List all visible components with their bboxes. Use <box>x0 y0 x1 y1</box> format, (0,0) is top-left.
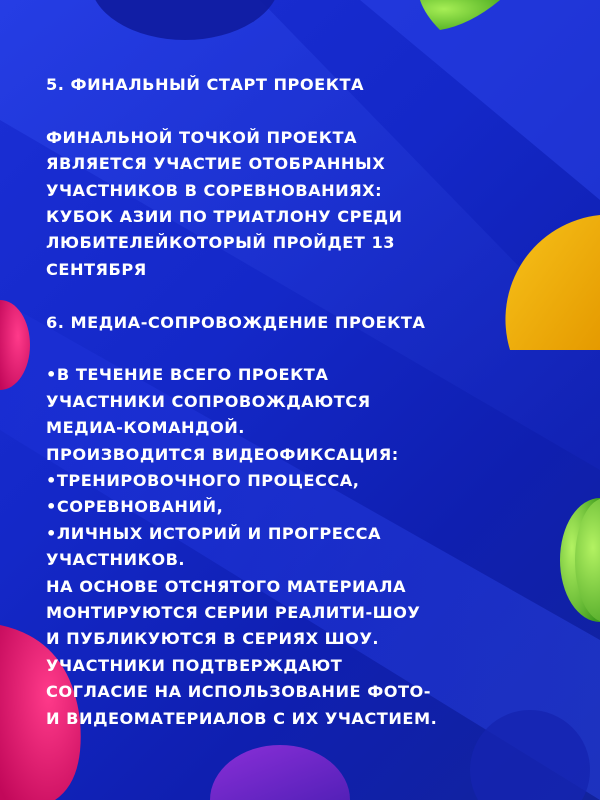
bg-purple-bottom <box>210 745 350 800</box>
section-6-body: •В ТЕЧЕНИЕ ВСЕГО ПРОЕКТА УЧАСТНИКИ СОПРОВОЖДАЮТСЯ МЕДИА-КОМАНДОЙ. ПРОИЗВОДИТСЯ ВИДЕОФИКСАЦИЯ: •ТРЕНИРОВОЧНОГО ПРОЦЕССА, •СОРЕВНОВАНИЙ, •ЛИЧНЫХ ИСТОРИЙ И ПРОГРЕССА УЧАСТНИКОВ. НА ОСНОВЕ ОТСНЯТОГО МАТЕРИАЛА МОНТИРУЮТСЯ СЕРИИ РЕАЛИТИ-ШОУ И ПУБЛИКУЮТСЯ В СЕРИЯХ ШОУ. УЧАСТНИКИ ПОДТВЕРЖДАЮТ СОГЛАСИЕ НА ИСПОЛЬЗОВАНИЕ ФОТО- И ВИДЕОМАТЕРИАЛОВ С ИХ УЧАСТИЕМ. <box>46 365 438 728</box>
section-5-body: ФИНАЛЬНОЙ ТОЧКОЙ ПРОЕКТА ЯВЛЯЕТСЯ УЧАСТИЕ ОТОБРАННЫХ УЧАСТНИКОВ В СОРЕВНОВАНИЯХ: КУБОК АЗИИ ПО ТРИАТЛОНУ СРЕДИ ЛЮБИТЕЛЕЙКОТОРЫЙ ПРОЙДЕТ 13 СЕНТЯБРЯ <box>46 127 403 279</box>
section-5-heading: 5. ФИНАЛЬНЫЙ СТАРТ ПРОЕКТА <box>46 75 365 94</box>
text-content <box>46 72 566 732</box>
section-6-heading: 6. МЕДИА-СОПРОВОЖДЕНИЕ ПРОЕКТА <box>46 312 426 332</box>
